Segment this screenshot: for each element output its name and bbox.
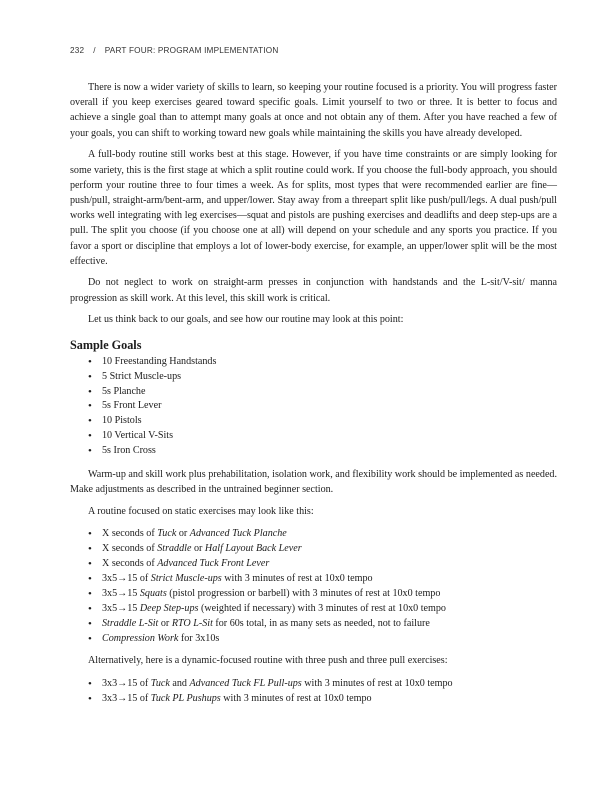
list-item: • 5 Strict Muscle-ups (102, 370, 557, 385)
list-item: • 5s Planche (102, 385, 557, 400)
static-routine-list (70, 527, 557, 646)
paragraph-static-intro: A routine focused on static exercises may look like this: (88, 506, 314, 517)
paragraph-full-body-routine: A full-body routine still works best at this stage. However, if you have time constraints or are simply looking for some variety, this is the first stage at which a split routine could work. If you choose the full-body approach, you should perform your routine three to four times a week. As for splits, most types that were recommended earlier are fine—push/pull, straight-arm/bent-arm, and upper/lower. Stay away from a threepart split like push/pull/legs. A dual push/pull works well integrating with leg exercises—squat and pistols are pushing exercises and deadlifts and deep step-ups are a pull. The split you choose (if you choose one at all) will depend on your schedule and any sports you practice. If you favor a sport or discipline that employs a lot of lower-body exercise, for example, an upper/lower split will be the most effective. (70, 149, 557, 267)
list-item: • Straddle L-Sit or RTO L-Sit for 60s total, in as many sets as needed, not to failure (102, 617, 557, 632)
list-item: • X seconds of Tuck or Advanced Tuck Planche (102, 527, 557, 542)
list-item: • 3x5→15 Squats (pistol progression or barbell) with 3 minutes of rest at 10x0 tempo (102, 587, 557, 602)
sample-goals-list (70, 355, 557, 459)
running-header (70, 46, 278, 55)
list-item: • 3x3→15 of Tuck and Advanced Tuck FL Pull-ups with 3 minutes of rest at 10x0 tempo (102, 677, 557, 692)
body-text (70, 80, 557, 713)
list-item: • X seconds of Straddle or Half Layout Back Lever (102, 542, 557, 557)
sample-goals-heading: Sample Goals (70, 337, 142, 352)
list-item: • 5s Front Lever (102, 399, 557, 414)
list-item: • 3x5→15 of Strict Muscle-ups with 3 minutes of rest at 10x0 tempo (102, 572, 557, 587)
paragraph-dynamic-intro: Alternatively, here is a dynamic-focused routine with three push and three pull exercises: (88, 655, 448, 667)
header-separator: / (93, 46, 96, 55)
list-item: • 3x3→15 of Tuck PL Pushups with 3 minutes of rest at 10x0 tempo (102, 692, 557, 707)
list-item: • 3x5→15 Deep Step-ups (weighted if necessary) with 3 minutes of rest at 10x0 tempo (102, 602, 557, 617)
paragraph-straight-arm-presses: Do not neglect to work on straight-arm presses in conjunction with handstands and the L-sit/V-sit/ manna progression as skill work. At this level, this skill work is critical. (70, 277, 557, 304)
list-item: • 5s Iron Cross (102, 444, 557, 459)
list-item: • 10 Vertical V-Sits (102, 429, 557, 444)
paragraph-goals-intro: Let us think back to our goals, and see how our routine may look at this point: (88, 314, 404, 326)
list-item: • X seconds of Advanced Tuck Front Lever (102, 557, 557, 572)
page-number: 232 (70, 46, 85, 55)
list-item: • 10 Pistols (102, 414, 557, 429)
list-item: • Compression Work for 3x10s (102, 632, 557, 647)
paragraph-routine-focus: There is now a wider variety of skills to learn, so keeping your routine focused is a priority. You will progress faster overall if you keep exercises geared toward specific goals. Limit yourself to two or three. It is better to focus and achieve a single goal than to attempt many goals at once and not obtain any of them. After you have reached a few of your goals, you can shift to working toward new goals while maintaining the skills you have already developed. (70, 82, 557, 139)
paragraph-warmup: Warm-up and skill work plus prehabilitation, isolation work, and flexibility work should be implemented as needed. Make adjustments as described in the untrained beginner section. (70, 469, 557, 496)
section-title: PART FOUR: PROGRAM IMPLEMENTATION (104, 46, 279, 55)
list-item: • 10 Freestanding Handstands (102, 355, 557, 370)
dynamic-routine-list (70, 677, 557, 707)
